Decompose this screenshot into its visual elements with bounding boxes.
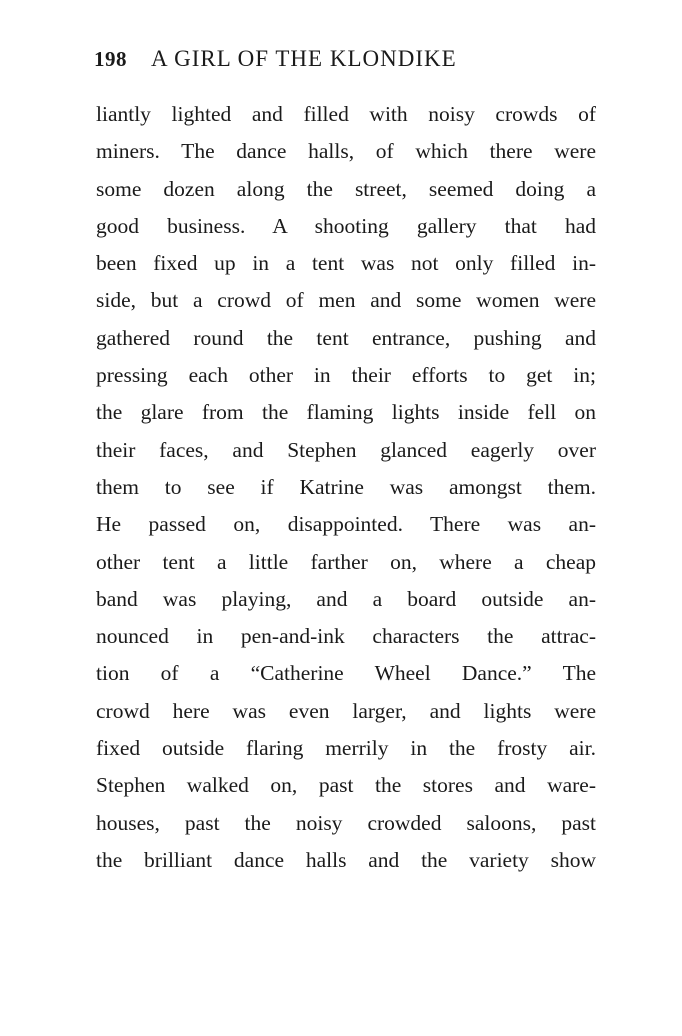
text-line: other tent a little farther on, where a cheap [96,549,596,574]
text-line: crowd here was even larger, and lights were [96,698,596,723]
running-title: A GIRL OF THE KLONDIKE [151,46,457,71]
text-line: side, but a crowd of men and some women were [96,288,596,313]
page-header [94,46,457,78]
text-line: miners. The dance halls, of which there were [96,139,596,164]
text-line: nounced in pen-and-ink characters the attrac- [96,624,596,649]
text-line: He passed on, disappointed. There was an- [96,512,596,537]
text-line: tion of a “Catherine Wheel Dance.” The [96,661,596,686]
body-text [96,96,596,879]
text-line: them to see if Katrine was amongst them. [96,474,596,499]
text-line: the glare from the flaming lights inside fell on [96,400,596,425]
text-line: the brilliant dance halls and the variety show [96,847,596,872]
text-line: their faces, and Stephen glanced eagerly over [96,437,596,462]
text-line: good business. A shooting gallery that had [96,213,596,238]
text-line: been fixed up in a tent was not only filled in- [96,251,596,276]
text-line: pressing each other in their efforts to get in; [96,363,596,388]
text-line: band was playing, and a board outside an- [96,586,596,611]
text-line: Stephen walked on, past the stores and ware- [96,773,596,798]
text-line: liantly lighted and filled with noisy crowds of [96,102,596,126]
page-number: 198 [94,47,127,71]
text-line: fixed outside flaring merrily in the frosty air. [96,736,596,761]
text-line: gathered round the tent entrance, pushing and [96,325,596,350]
text-line: houses, past the noisy crowded saloons, past [96,810,596,835]
text-line: some dozen along the street, seemed doing a [96,176,596,201]
